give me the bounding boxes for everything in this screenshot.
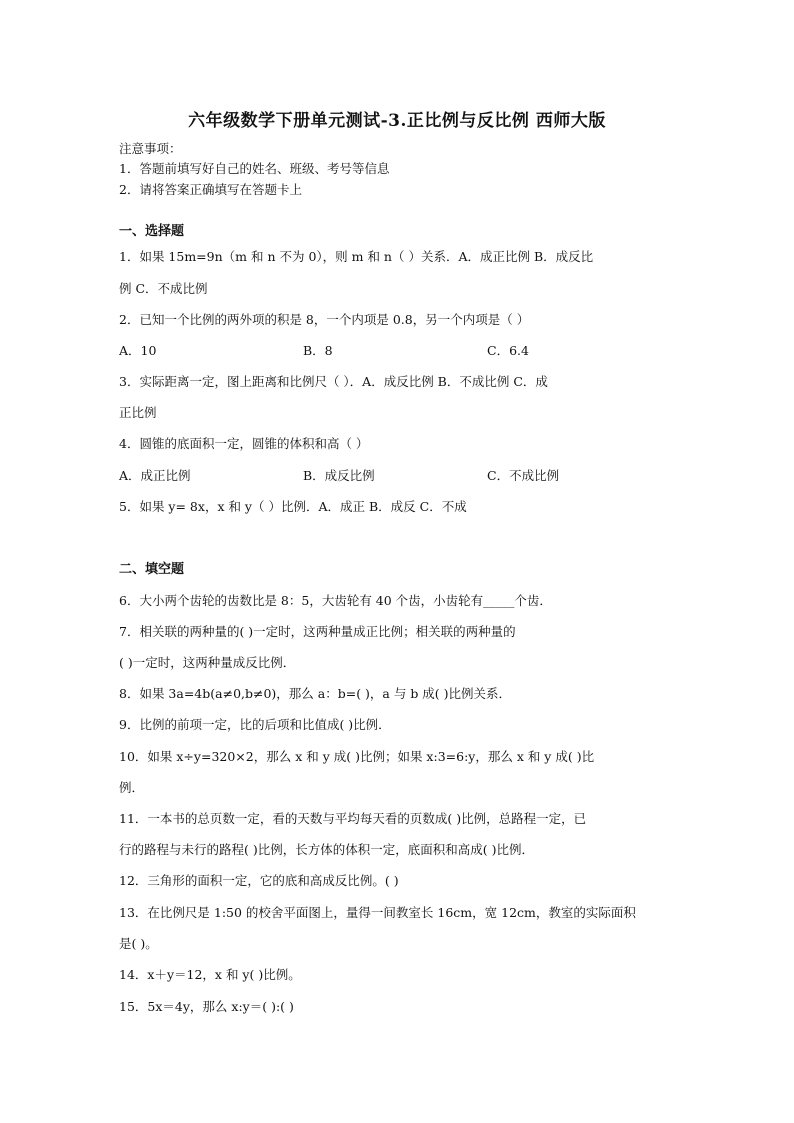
question-line: 7．相关联的两种量的( )一定时，这两种量成正比例；相关联的两种量的 (119, 624, 516, 639)
notice-item: 1．答题前填写好自己的姓名、班级、考号等信息 (119, 161, 390, 176)
question-line: ( )一定时，这两种量成反比例． (119, 655, 296, 670)
option-b: B．成反比例 (303, 468, 375, 483)
question-line: 8．如果 3a=4b(a≠0,b≠0)，那么 a：b=( )，a 与 b 成( )比例关系． (119, 686, 512, 701)
question-line: 14．x＋y＝12，x 和 y( )比例。 (119, 967, 301, 982)
question-line: 6．大小两个齿轮的齿数比是 8：5，大齿轮有 40 个齿，小齿轮有_____个齿． (119, 593, 552, 608)
question-line: 正比例 (119, 405, 157, 420)
question-line: 13．在比例尺是 1:50 的校舍平面图上，量得一间教室长 16cm，宽 12cm，教室的实际面积 (119, 905, 636, 920)
question-line: 例． (119, 780, 145, 795)
question-line: 10．如果 x÷y=320×2，那么 x 和 y 成( )比例；如果 x:3=6:y，那么 x 和 y 成( )比 (119, 749, 595, 764)
question-line: 行的路程与未行的路程( )比例，长方体的体积一定，底面积和高成( )比例． (119, 842, 534, 857)
question-line: 2．已知一个比例的两外项的积是 8，一个内项是 0.8，另一个内项是（ ） (119, 312, 530, 327)
question-line: 12．三角形的面积一定，它的底和高成反比例。( ) (119, 873, 399, 888)
question-line: 是( )。 (119, 936, 158, 951)
question-line: 4．圆锥的底面积一定，圆锥的体积和高（ ） (119, 436, 369, 451)
option-a: A．成正比例 (119, 468, 191, 483)
option-b: B．8 (303, 343, 333, 358)
question-line: 3．实际距离一定，图上距离和比例尺（ ）．A．成反比例 B．不成比例 C．成 (119, 374, 548, 389)
section-heading-fill: 二、填空题 (119, 562, 185, 577)
question-line: 例 C．不成比例 (119, 281, 208, 296)
option-a: A．10 (119, 343, 157, 358)
notice-item: 2．请将答案正确填写在答题卡上 (119, 182, 302, 197)
question-line: 5．如果 y= 8x，x 和 y（ ）比例．A．成正 B．成反 C．不成 (119, 499, 467, 514)
notice-heading: 注意事项： (119, 141, 182, 156)
question-line: 9．比例的前项一定，比的后项和比值成( )比例． (119, 717, 391, 732)
question-line: 1．如果 15m=9n（m 和 n 不为 0），则 m 和 n（ ）关系．A．成正比例 B．成反比 (119, 249, 594, 264)
section-heading-choice: 一、选择题 (119, 224, 185, 239)
question-line: 15．5x＝4y，那么 x:y＝( ):( ) (119, 999, 294, 1014)
question-line: 11．一本书的总页数一定，看的天数与平均每天看的页数成( )比例，总路程一定，已 (119, 811, 587, 826)
option-c: C．不成比例 (487, 468, 560, 483)
page-title: 六年级数学下册单元测试-3.正比例与反比例 西师大版 (188, 111, 606, 131)
option-c: C．6.4 (487, 343, 529, 358)
